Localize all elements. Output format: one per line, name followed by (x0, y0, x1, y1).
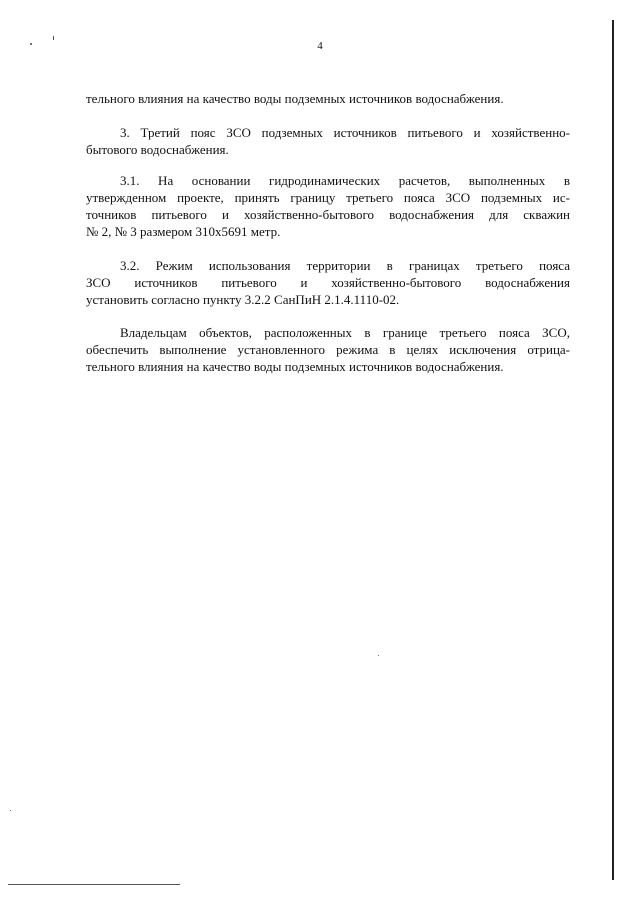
owners-paragraph-line-1: Владельцам объектов, расположенных в границе третьего пояса ЗСО, (120, 325, 570, 340)
section-3-heading-line-1: 3. Третий пояс ЗСО подземных источников питьевого и хозяйственно- (120, 125, 570, 140)
footer-rule (8, 884, 180, 885)
clause-3-2-line-2: ЗСО источников питьевого и хозяйственно-бытового водоснабжения (86, 275, 570, 290)
continuation-line: тельного влияния на качество воды подземных источников водоснабжения. (86, 91, 504, 106)
clause-3-1-line-4: № 2, № 3 размером 310х5691 метр. (86, 224, 281, 239)
owners-paragraph (86, 324, 570, 375)
clause-3-2-line-1: 3.2. Режим использования территории в границах третьего пояса (120, 258, 570, 273)
clause-3-2-line-3: установить согласно пункту 3.2.2 СанПиН 2.1.4.1110-02. (86, 292, 400, 307)
clause-3-2 (86, 257, 570, 308)
clause-3-1-line-2: утвержденном проекте, принять границу третьего пояса ЗСО подземных ис- (86, 190, 570, 205)
section-3-heading (86, 124, 570, 158)
section-3-heading-line-2: бытового водоснабжения. (86, 142, 229, 157)
clause-3-1 (86, 172, 570, 240)
scan-speck (378, 655, 379, 656)
owners-paragraph-line-2: обеспечить выполнение установленного режима в целях исключения отрица- (86, 342, 570, 357)
clause-3-1-line-1: 3.1. На основании гидродинамических расчетов, выполненных в (120, 173, 570, 188)
page-edge-line (612, 20, 614, 880)
page-number: 4 (317, 40, 323, 52)
owners-paragraph-line-3: тельного влияния на качество воды подземных источников водоснабжения. (86, 359, 504, 374)
scan-speck (10, 810, 11, 811)
continuation-paragraph (86, 90, 570, 107)
clause-3-1-line-3: точников питьевого и хозяйственно-бытового водоснабжения для скважин (86, 207, 570, 222)
